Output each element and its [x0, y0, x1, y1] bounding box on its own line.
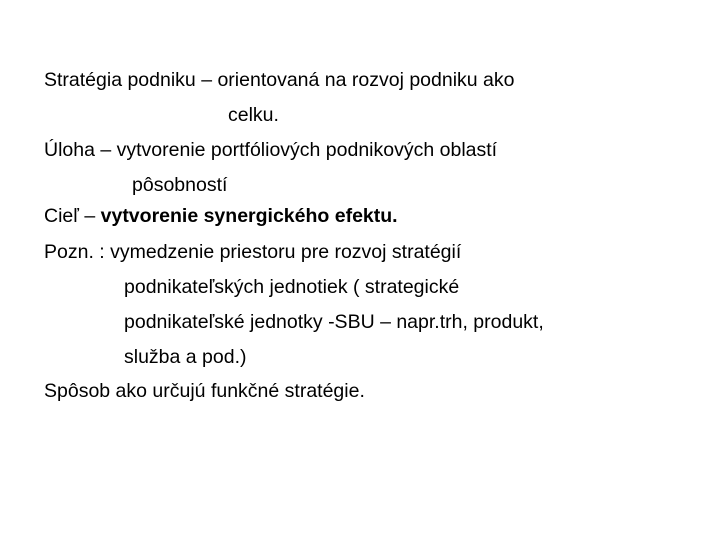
task-line: Úloha – vytvorenie portfóliových podnikových oblastí — [44, 139, 498, 161]
goal-line — [44, 204, 398, 228]
strategy-line-continuation: celku. — [228, 104, 279, 126]
method-line: Spôsob ako určujú funkčné stratégie. — [44, 380, 365, 402]
goal-prefix: Cieľ – — [44, 205, 101, 227]
note-line-continuation-3: služba a pod.) — [124, 346, 247, 368]
goal-emphasis: vytvorenie synergického efektu. — [100, 205, 398, 227]
strategy-line: Stratégia podniku – orientovaná na rozvoj podniku ako — [44, 69, 515, 91]
note-line: Pozn. : vymedzenie priestoru pre rozvoj stratégií — [44, 241, 462, 263]
task-line-continuation: pôsobností — [132, 174, 228, 196]
note-line-continuation-1: podnikateľských jednotiek ( strategické — [124, 276, 460, 298]
note-line-continuation-2: podnikateľské jednotky -SBU – napr.trh, produkt, — [124, 311, 544, 333]
